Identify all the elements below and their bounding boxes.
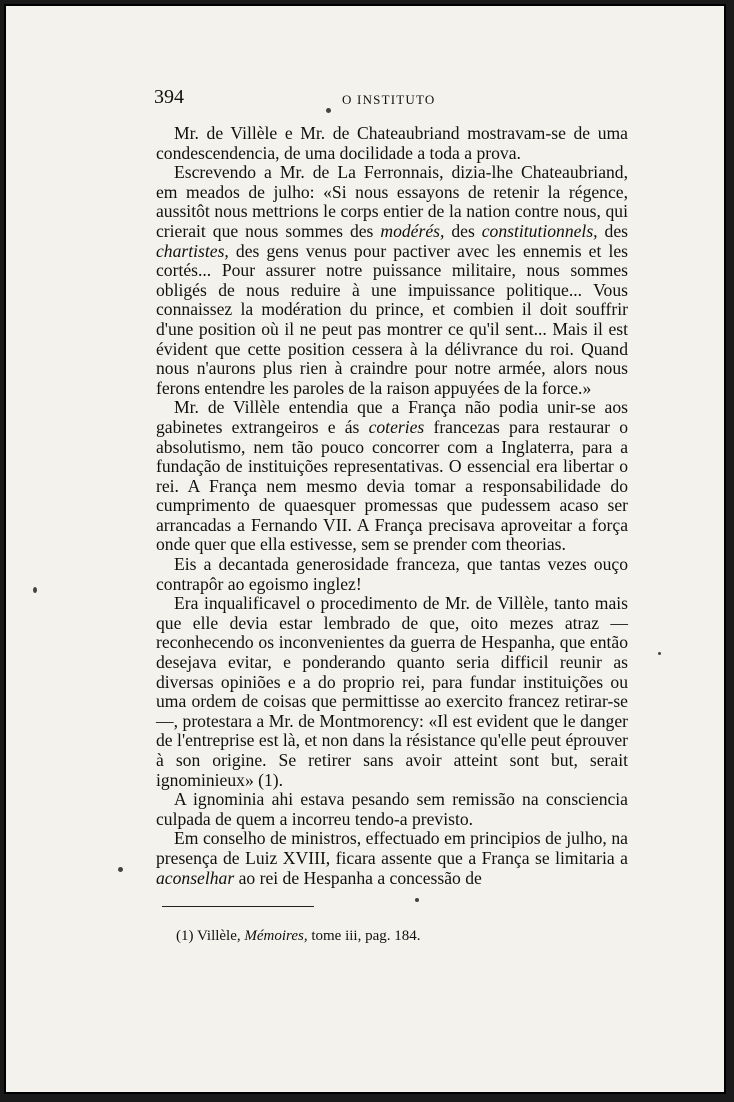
- page-number: 394: [154, 86, 184, 108]
- paragraph: [156, 790, 628, 829]
- paragraph: [156, 555, 628, 594]
- paragraph: [156, 594, 628, 790]
- text-run: Eis a decantada generosidade franceza, que tantas vezes ouço contrapôr ao egoismo inglez!: [156, 554, 628, 594]
- running-title: O INSTITUTO: [342, 92, 436, 107]
- text-run: ao rei de Hespanha a concessão de: [234, 867, 482, 888]
- scan-speck: [326, 108, 331, 113]
- footnote-prefix: (1) Villèle,: [176, 928, 245, 944]
- text-run: A ignominia ahi estava pesando sem remissão na consciencia culpada de quem a incorreu tendo-a previsto.: [156, 789, 628, 829]
- body-text: [156, 124, 628, 888]
- text-run: Escrevendo a Mr. de La Ferronnais, dizia-lhe Chateaubriand, em meados de julho: «Si nous essayons de retenir la régence, aussitôt nous mettrions le corps entier de la nation contre nous, qui crierait que nous sommes des: [156, 162, 628, 241]
- text-run: des gens venus pour pactiver avec les ennemis et les cortés... Pour assurer notre puissance militaire, nous sommes obligés de nous reduire à une impuissance politique... Vous connaissez la modération du prince, et combien il doit souffrir d'une position où il ne peut pas montrer ce qu'il sent... Mais il est évident que cette position cessera à la délivrance du roi. Quand nous n'aurons plus rien à craindre pour notre armée, alors nous ferons entendre les paroles de la raison appuyées de la force.»: [156, 240, 628, 398]
- scan-speck: [658, 652, 661, 655]
- text-run: Mr. de Villèle entendia que a França não podia unir-se aos gabinetes extrangeiros e ás: [156, 397, 628, 437]
- text-run: francezas para restaurar o absolutismo, nem tão pouco concorrer com a Inglaterra, para a fundação de instituições representativas. O essencial era libertar o rei. A França nem mesmo devia tomar a responsabilidade do cumprimento de quaesquer promessas que pudessem acaso ser arrancadas a Fernando VII. A França precisava aproveitar a força onde quer que ella estivesse, sem se prender com theorias.: [156, 416, 628, 555]
- paragraph: [156, 124, 628, 163]
- footnote: [176, 928, 420, 945]
- page-header: [154, 86, 628, 112]
- paragraph: [156, 398, 628, 555]
- text-run: Em conselho de ministros, effectuado em principios de julho, na presença de Luiz XVIII, ficara assente que a França se limitaria a: [156, 828, 628, 868]
- scan-speck: [33, 587, 37, 593]
- paragraph: [156, 163, 628, 398]
- footnote-title: Mémoires,: [244, 928, 308, 944]
- paragraph: [156, 829, 628, 888]
- italic-text: modérés,: [380, 220, 445, 241]
- text-run: des: [597, 220, 628, 241]
- italic-text: chartistes,: [156, 240, 229, 261]
- italic-text: coteries: [368, 416, 425, 437]
- scan-speck: [415, 898, 419, 902]
- italic-text: aconselhar: [156, 867, 235, 888]
- scan-speck: [118, 867, 123, 872]
- footnote-divider: [162, 906, 314, 907]
- text-run: Mr. de Villèle e Mr. de Chateaubriand mostravam-se de uma condescendencia, de uma docilidade a toda a prova.: [156, 123, 628, 163]
- footnote-suffix: tome iii, pag. 184.: [307, 928, 421, 944]
- text-run: Era inqualificavel o procedimento de Mr. de Villèle, tanto mais que elle devia estar lembrado de que, oito mezes atraz —reconhecendo os inconvenientes da guerra de Hespanha, que então desejava evitar, e ponderando quanto seria difficil reunir as diversas opiniões e a do proprio rei, para fundar instituições ou uma ordem de coisas que permittisse ao exercito francez retirar-se—, protestara a Mr. de Montmorency: «Il est evident que le danger de l'entreprise est là, et non dans la résistance qu'elle peut éprouver à son origine. Se retirer sans avoir atteint sont but, serait ignominieux» (1).: [156, 593, 628, 790]
- italic-text: constitutionnels,: [481, 220, 598, 241]
- text-run: des: [444, 220, 482, 241]
